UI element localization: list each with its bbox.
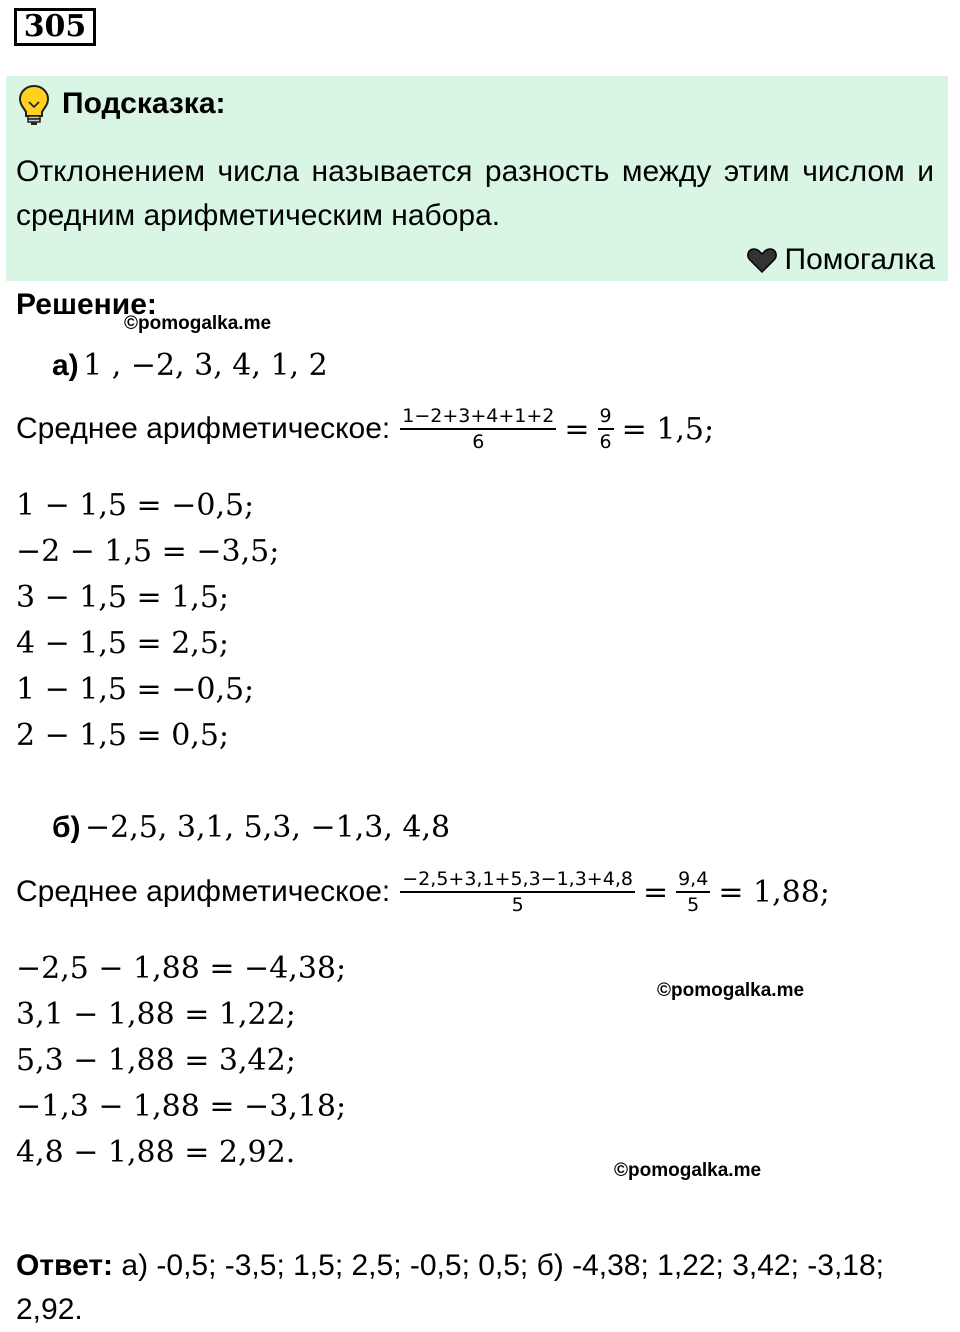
hint-text: Отклонением числа называется разность между этим числом и средним арифметическим набора. — [16, 155, 934, 232]
fraction-denominator: 6 — [598, 428, 614, 454]
answer-text: а) -0,5; -3,5; 1,5; 2,5; -0,5; 0,5; б) -4,38; 1,22; 3,42; -3,18; 2,92. — [16, 1249, 884, 1326]
deviation-line: 4,8 − 1,88 = 2,92. — [16, 1135, 296, 1170]
answer-label: Ответ: — [16, 1249, 114, 1282]
sum-fraction — [400, 867, 635, 917]
deviation-line: 4 − 1,5 = 2,5; — [16, 626, 230, 661]
deviation-line: 2 − 1,5 = 0,5; — [16, 718, 230, 753]
deviation-line: 5,3 − 1,88 = 3,42; — [16, 1043, 296, 1078]
watermark: ©pomogalka.me — [124, 313, 272, 334]
lightbulb-icon — [18, 84, 50, 126]
mean-label: Среднее арифметическое: — [16, 412, 391, 445]
mean-result: = 1,5; — [621, 411, 715, 447]
fraction-denominator: 5 — [676, 891, 710, 917]
part-a-set: 1 , −2, 3, 4, 1, 2 — [83, 348, 328, 383]
part-b-label: б) — [52, 811, 81, 844]
fraction-numerator: 9,4 — [678, 868, 709, 890]
equals-sign: = — [564, 411, 590, 447]
fraction-denominator: 5 — [400, 891, 635, 917]
hint-title: Подсказка: — [62, 87, 226, 120]
part-b-set-line — [52, 808, 450, 853]
deviation-line: 1 − 1,5 = −0,5; — [16, 488, 255, 523]
part-a-label: а) — [52, 349, 79, 382]
deviation-line: −2,5 − 1,88 = −4,38; — [16, 951, 347, 986]
task-number: 305 — [14, 8, 96, 46]
part-a-set-line — [52, 346, 328, 391]
watermark: ©pomogalka.me — [657, 980, 805, 1001]
deviation-line: 3,1 − 1,88 = 1,22; — [16, 997, 296, 1032]
watermark: ©pomogalka.me — [614, 1160, 762, 1181]
answer — [16, 1244, 951, 1332]
solution-title: Решение: — [16, 288, 157, 321]
deviation-line: −1,3 − 1,88 = −3,18; — [16, 1089, 347, 1124]
part-b-deviations — [16, 946, 346, 1176]
mean-result: = 1,88; — [718, 874, 830, 910]
brand-label: Помогалка — [784, 243, 935, 276]
fraction-numerator: 1−2+3+4+1+2 — [402, 405, 555, 427]
equals-sign: = — [642, 874, 669, 910]
fraction-numerator: 9 — [599, 405, 612, 427]
part-b-mean — [16, 867, 834, 917]
fraction-numerator: −2,5+3,1+5,3−1,3+4,8 — [402, 868, 633, 890]
part-a-deviations — [16, 483, 279, 759]
deviation-line: −2 − 1,5 = −3,5; — [16, 534, 280, 569]
part-b-set: −2,5, 3,1, 5,3, −1,3, 4,8 — [84, 810, 451, 845]
fraction-denominator: 6 — [400, 428, 556, 454]
mean-label: Среднее арифметическое: — [16, 875, 391, 908]
result-fraction — [676, 867, 710, 917]
result-fraction — [598, 404, 614, 454]
part-a-mean — [16, 404, 718, 454]
deviation-line: 1 − 1,5 = −0,5; — [16, 672, 255, 707]
heart-icon — [747, 247, 777, 273]
sum-fraction — [400, 404, 556, 454]
hint-brand — [747, 240, 936, 280]
deviation-line: 3 − 1,5 = 1,5; — [16, 580, 230, 615]
